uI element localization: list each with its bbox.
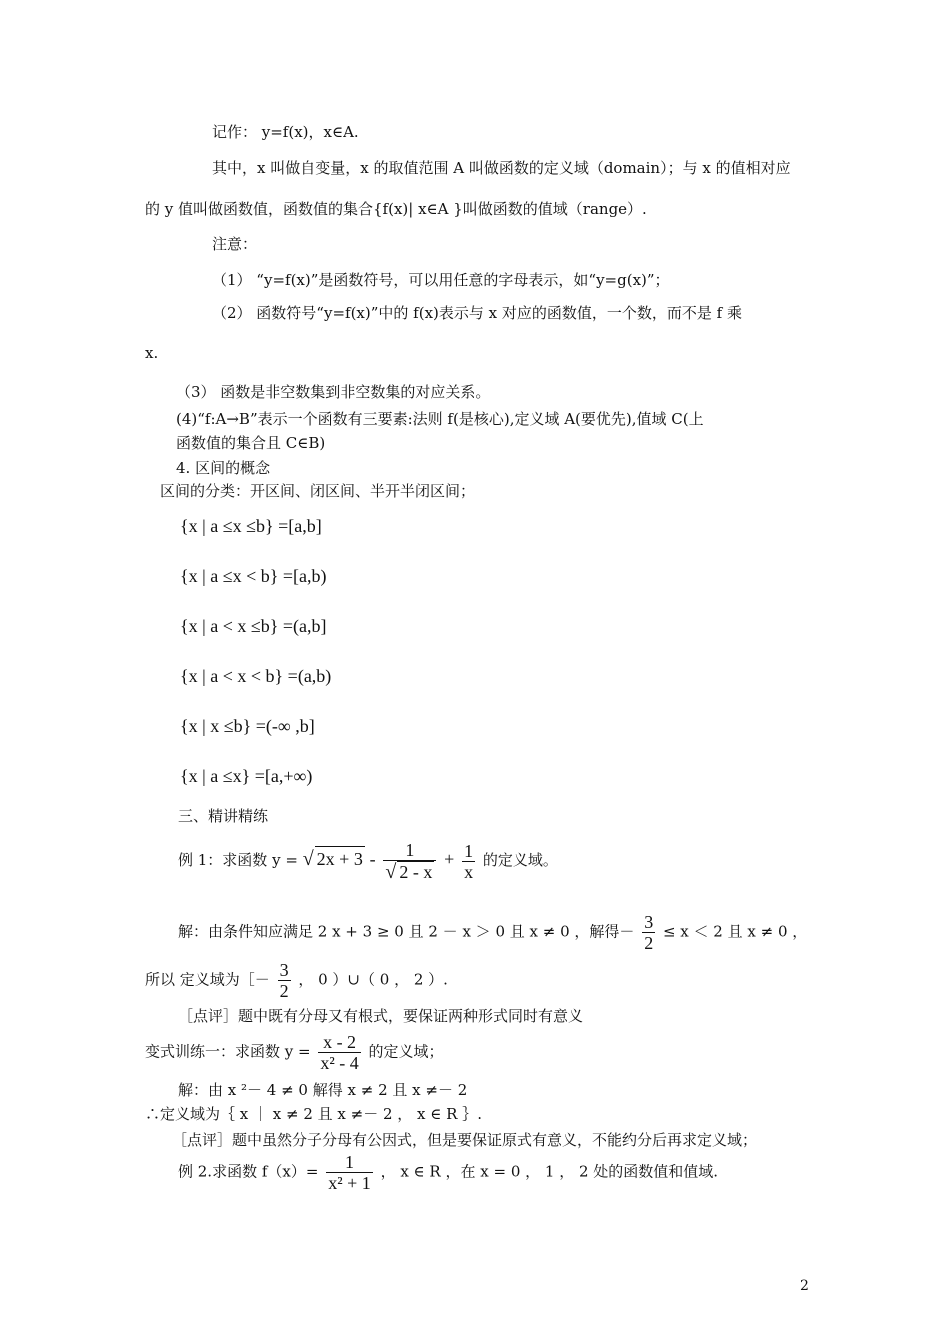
numerator: 3 [279,960,289,980]
interval-formula: {x | a ≤x < b} =[a,b) [180,566,327,586]
solution-1-text: 解：由条件知应满足 2 x + 3 ≥ 0 且 2 － x ＞ 0 且 x ≠ 0 ，解得－ [178,922,635,941]
paragraph-definition-2: 的 y 值叫做函数值，函数值的集合{f(x)| x∈A }叫做函数的值域（range）. [145,200,647,218]
example-1 [178,840,558,882]
denominator: √ 2 - x [383,860,436,882]
solution-2: 解：由 x ²－ 4 ≠ 0 解得 x ≠ 2 且 x ≠－ 2 [178,1081,468,1099]
section-heading: 三、精讲精练 [178,807,269,825]
paragraph-notation: 记作： y=f(x)，x∈A. [212,123,359,141]
sqrt-expression: √ 2x + 3 [302,848,363,870]
example-2 [178,1152,718,1193]
note-item-2: （2） 函数符号“y=f(x)”中的 f(x)表示与 x 对应的函数值，一个数，而不是 f 乘 [212,304,742,322]
page-number: 2 [800,1278,809,1294]
solution-1-domain-text: 所以 定义域为［－ [145,970,270,989]
interval-formula: {x | a < x < b} =(a,b) [180,666,332,686]
note-item-4-cont: 函数值的集合且 C∈B) [176,434,326,452]
fraction [383,840,436,882]
interval-formula: {x | a < x ≤b} =(a,b] [180,616,327,636]
denominator: x [464,861,474,882]
denominator: x² - 4 [320,1053,359,1073]
denominator: 2 [279,981,289,1001]
interval-heading: 4. 区间的概念 [176,459,271,477]
fraction [642,912,655,953]
numerator: 1 [345,1152,354,1172]
interval-formula: {x | a ≤x} =[a,+∞) [180,766,313,786]
variant-suffix: 的定义域； [368,1042,444,1061]
plus-sign: + [444,849,455,869]
solution-1 [178,912,807,953]
note-item-3: （3） 函数是非空数集到非空数集的对应关系。 [176,383,491,401]
variant-exercise [145,1032,444,1073]
solution-2-domain: ∴定义域为｛ x ｜ x ≠ 2 且 x ≠－ 2 ， x ∈ R ｝. [145,1105,482,1123]
example-1-prefix: 例 1：求函数 y = [178,851,298,869]
numerator: 3 [644,912,654,932]
interval-classification: 区间的分类：开区间、闭区间、半开半闭区间； [160,482,476,500]
example-1-suffix: 的定义域。 [482,851,558,869]
radicand: 2 - x [399,862,433,882]
comment-1: ［点评］题中既有分母又有根式，要保证两种形式同时有意义 [178,1007,584,1025]
comment-2: ［点评］题中虽然分子分母有公因式，但是要保证原式有意义，不能约分后再求定义域； [172,1131,758,1149]
note-item-4: (4)“f:A→B”表示一个函数有三要素:法则 f(是核心),定义域 A(要优先),值域 C(上 [176,410,704,428]
fraction [318,1032,360,1073]
numerator: 1 [405,840,415,860]
numerator: 1 [464,840,474,861]
numerator: x - 2 [323,1032,357,1052]
fraction [326,1152,373,1193]
example-2-prefix: 例 2.求函数 f（x）= [178,1162,319,1181]
solution-1-domain-tail: ， 0 ）∪（ 0 ， 2 ）. [298,970,448,989]
fraction [462,841,475,882]
interval-formula: {x | x ≤b} =(-∞ ,b] [180,716,315,736]
radicand: 2x + 3 [315,846,365,871]
denominator: x² + 1 [328,1173,371,1193]
paragraph-definition-1: 其中，x 叫做自变量，x 的取值范围 A 叫做函数的定义域（domain）；与 x 的值相对应 [212,159,791,177]
note-heading: 注意： [212,235,258,253]
variant-prefix: 变式训练一：求函数 y = [145,1042,311,1061]
note-item-2-cont: x. [145,344,159,362]
note-item-1: （1） “y=f(x)”是函数符号，可以用任意的字母表示，如“y=g(x)”； [212,271,670,289]
solution-1-domain [145,960,448,1001]
fraction [278,960,291,1001]
solution-1-tail: ≤ x ＜ 2 且 x ≠ 0 ， [662,922,808,941]
minus-sign: - [369,849,376,869]
example-2-suffix: ， x ∈ R ，在 x = 0 ， 1 ， 2 处的函数值和值域. [380,1162,719,1181]
interval-formula: {x | a ≤x ≤b} =[a,b] [180,516,322,536]
denominator: 2 [644,933,654,953]
